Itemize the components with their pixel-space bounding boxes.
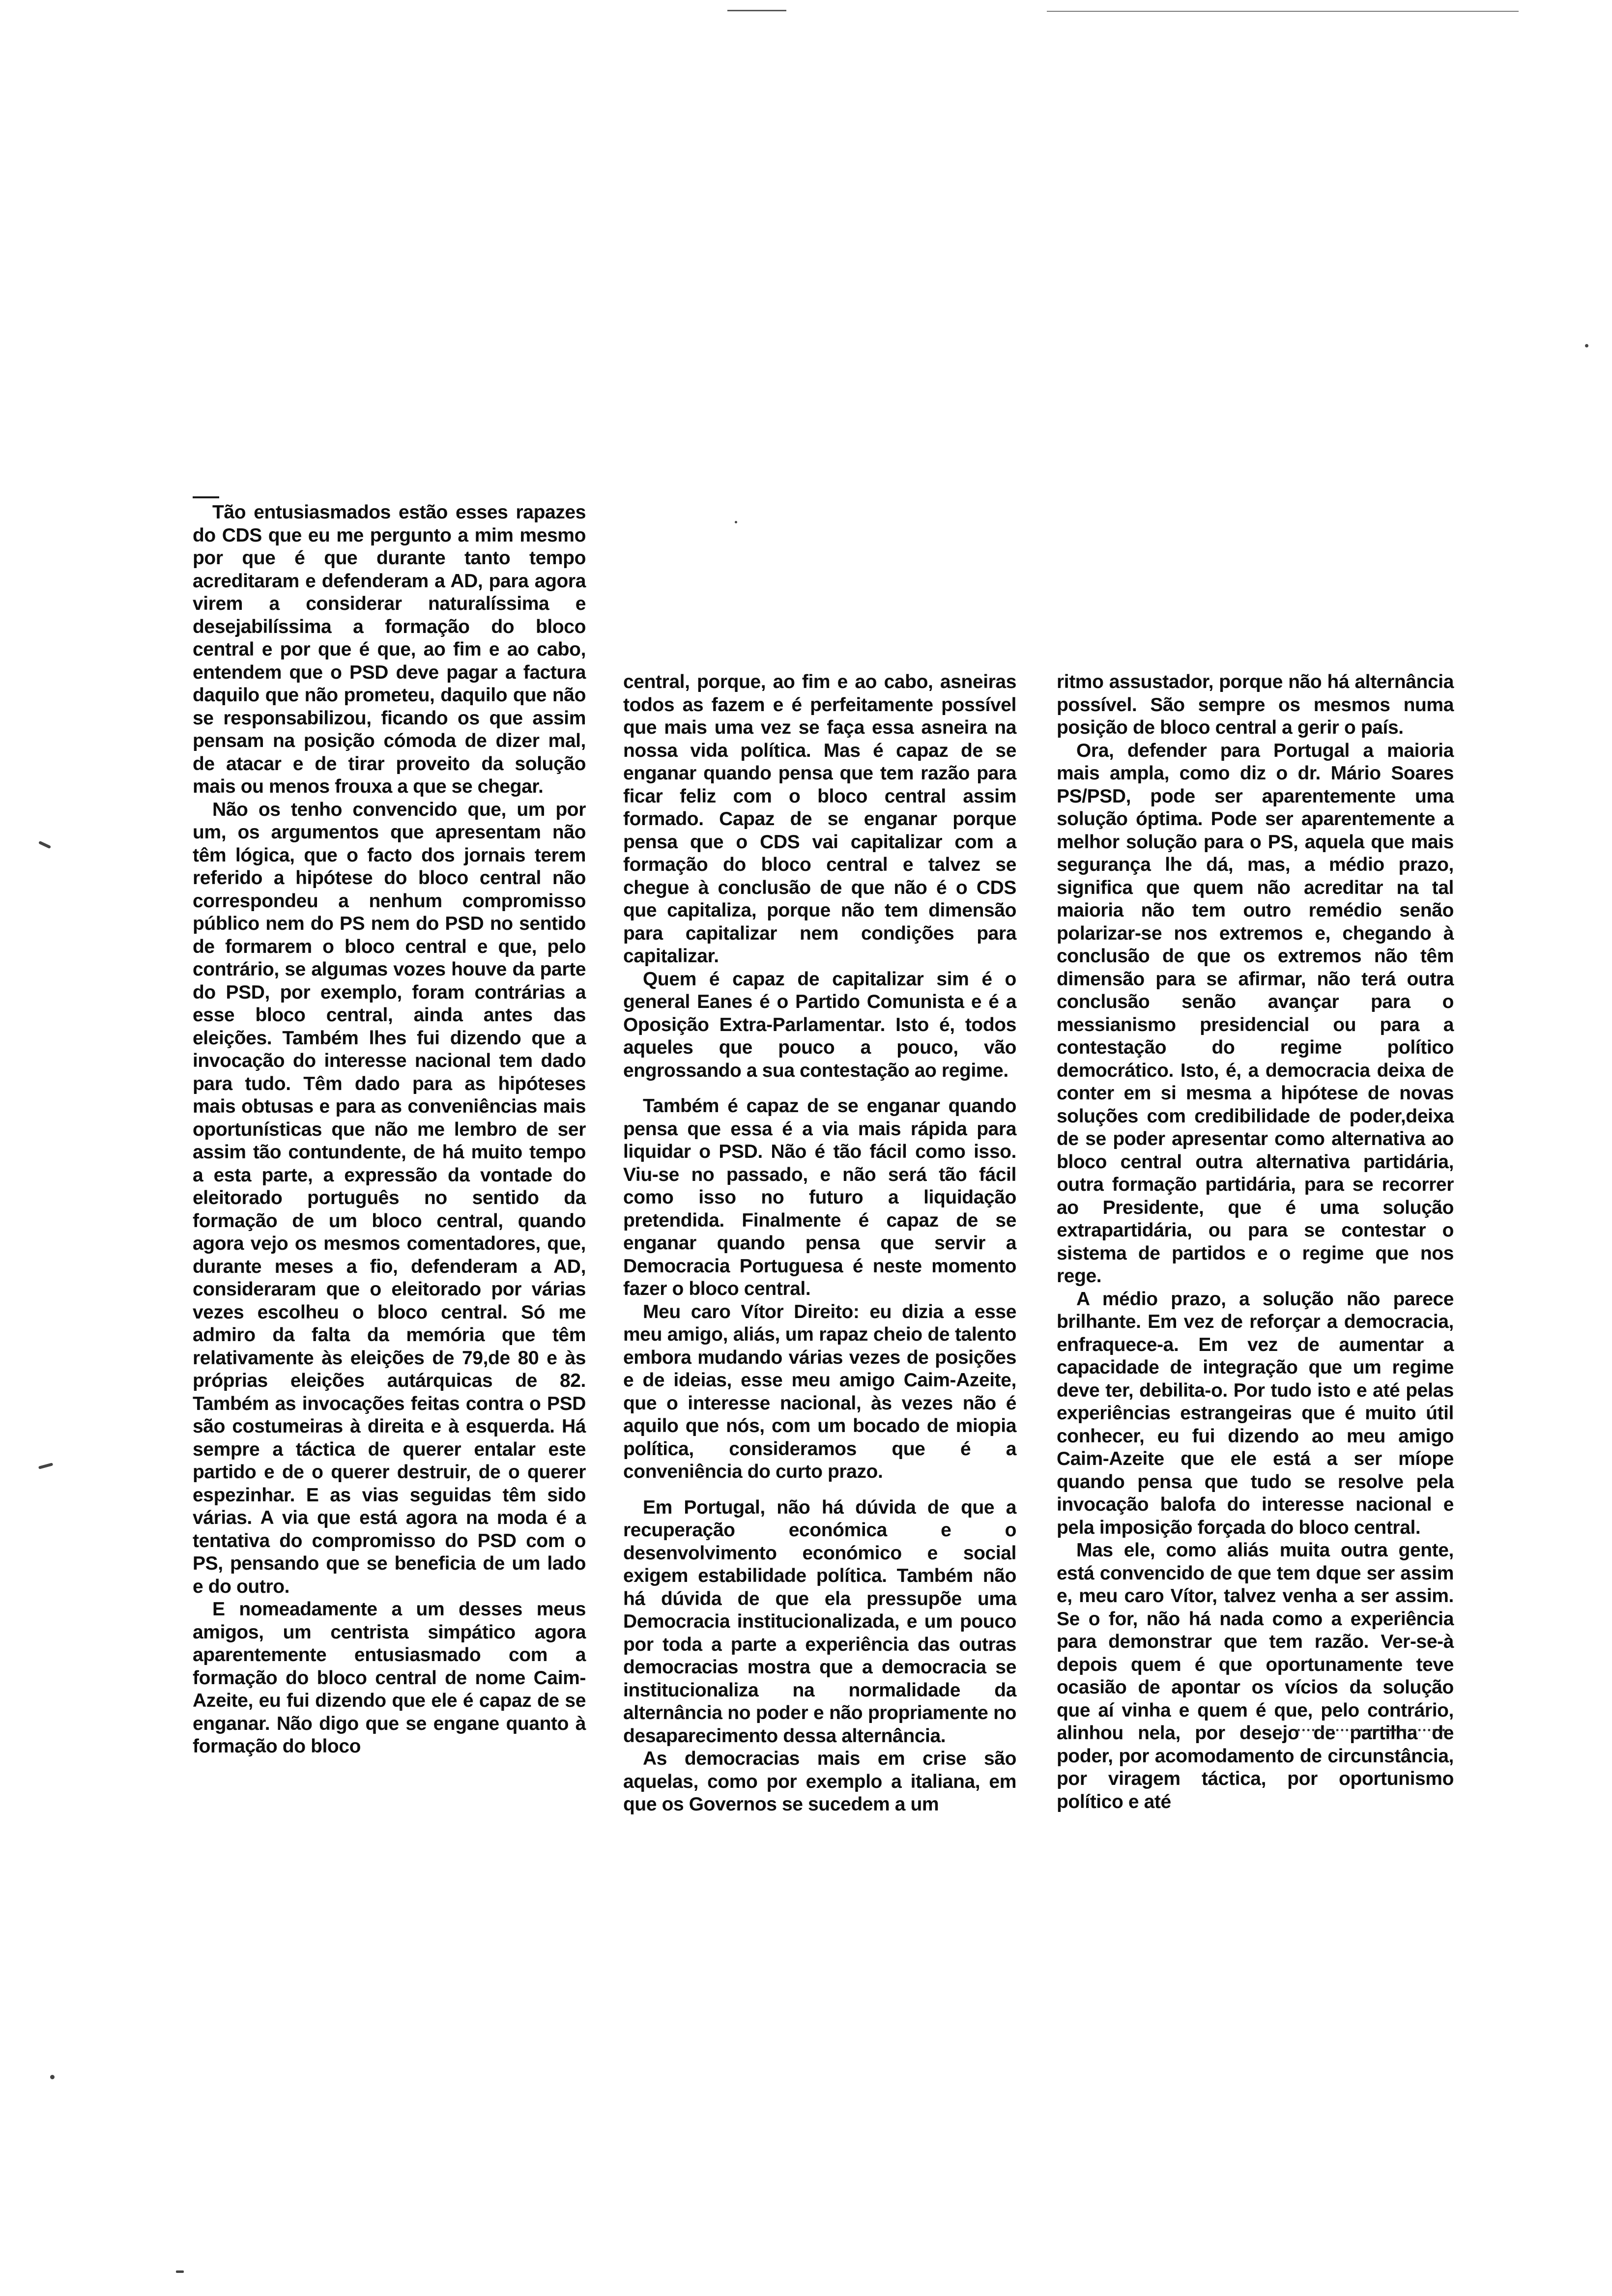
- article-column-2: [623, 671, 1016, 1816]
- column-end-dots: [1297, 1729, 1450, 1731]
- paragraph: Meu caro Vítor Direito: eu dizia a esse meu amigo, aliás, um rapaz cheio de talento embora mudando várias vezes de posições e de ideias, esse meu amigo Caim-Azeite, que o interesse nacional, às vezes não é aquilo que nós, com um bocado de miopia política, consideramos que é a conveniência do curto prazo.: [623, 1301, 1016, 1482]
- paragraph: Ora, defender para Portugal a maioria mais ampla, como diz o dr. Mário Soares PS/PSD, pode ser aparentemente uma solução óptima. Pode ser aparentemente a melhor solução para o PS, aquela que mais segurança lhe dá, mas, a médio prazo, significa que quem não acreditar na tal maioria não tem outro remédio senão polarizar-se nos extremos e, chegando à conclusão de que os extremos não têm dimensão para se afirmar, não terá outra conclusão senão avançar para o messianismo presidencial ou para a contestação do regime político democrático. Isto, é, a democracia deixa de conter em si mesma a hipótese de novas soluções com credibilidade de poder,deixa de se poder apresentar como alternativa ao bloco central outra alternativa partidária, outra formação partidária, para se recorrer ao Presidente, que é uma solução extrapartidária, ou para se contestar o sistema de partidos e o regime que nos rege.: [1057, 740, 1454, 1287]
- paragraph: ritmo assustador, porque não há alternância possível. São sempre os mesmos numa posição de bloco central a gerir o país.: [1057, 671, 1454, 738]
- scan-speck: [50, 2075, 55, 2079]
- paragraph: Quem é capaz de capitalizar sim é o general Eanes é o Partido Comunista e é a Oposição Extra-Parlamentar. Isto é, todos aqueles que pouco a pouco, vão engrossando a sua contestação ao regime.: [623, 968, 1016, 1081]
- scan-speck: [1585, 344, 1588, 347]
- paragraph: A médio prazo, a solução não parece brilhante. Em vez de reforçar a democracia, enfraquece-a. Em vez de aumentar a capacidade de integração que um regime deve ter, debilita-o. Por tudo isto e até pelas experiências estrangeiras que é muito útil conhecer, eu fui dizendo ao meu amigo Caim-Azeite que ele está a ser míope quando pensa que tudo se resolve pela invocação balofa do interesse nacional e pela imposição forçada do bloco central.: [1057, 1288, 1454, 1538]
- paragraph: Em Portugal, não há dúvida de que a recuperação económica e o desenvolvimento económico e social exigem estabilidade política. Também não há dúvida de que ela pressupõe uma Democracia institucionalizada, e um pouco por toda a parte a experiência das outras democracias mostra que a democracia se institucionaliza na normalidade da alternância no poder e não propriamente no desaparecimento dessa alternância.: [623, 1496, 1016, 1747]
- scan-speck: [735, 521, 737, 523]
- top-edge-rule: [1047, 11, 1519, 12]
- paragraph: As democracias mais em crise são aquelas, como por exemplo a italiana, em que os Governos se sucedem a um: [623, 1748, 1016, 1815]
- paragraph: Não os tenho convencido que, um por um, os argumentos que apresentam não têm lógica, que o facto dos jornais terem referido a hipótese do bloco central não correspondeu a nenhum compromisso público nem do PS nem do PSD no sentido de formarem o bloco central e que, pelo contrário, se algumas vozes houve da parte do PSD, por exemplo, foram contrárias a esse bloco central, ainda antes das eleições. Também lhes fui dizendo que a invocação do interesse nacional tem dado para tudo. Têm dado para as hipóteses mais obtusas e para as conveniências mais oportunísticas que não me lembro de ser assim tão contundente, de há muito tempo a esta parte, a expressão da vontade do eleitorado português no sentido da formação de um bloco central, quando agora vejo os mesmos comentadores, que, durante meses a fio, defenderam a AD, consideraram que o eleitorado por várias vezes escolheu o bloco central. Só me admiro da falta da memória que têm relativamente às eleições de 79,de 80 e às próprias eleições autárquicas de 82. Também as invocações feitas contra o PSD são costumeiras à direita e à esquerda. Há sempre a táctica de querer entalar este partido e de o querer destruir, de o querer espezinhar. E as vias seguidas têm sido várias. A via que está agora na moda é a tentativa do compromisso do PSD com o PS, pensando que se beneficia de um lado e do outro.: [193, 799, 586, 1597]
- lead-mark: [193, 496, 219, 498]
- article-column-1: [193, 501, 586, 1758]
- paragraph: central, porque, ao fim e ao cabo, asneiras todos as fazem e é perfeitamente possível que mais uma vez se faça essa asneira na nossa vida política. Mas é capaz de se enganar quando pensa que tem razão para ficar feliz com o bloco central assim formado. Capaz de se enganar porque pensa que o CDS vai capitalizar com a formação do bloco central e talvez se chegue à conclusão de que não é o CDS que capitaliza, porque não tem dimensão para capitalizar nem condições para capitalizar.: [623, 671, 1016, 967]
- paragraph: Mas ele, como aliás muita outra gente, está convencido de que tem dque ser assim e, meu caro Vítor, talvez venha a ser assim. Se o for, não há nada como a experiência para demonstrar que tem razão. Ver-se-à depois quem é que oportunamente teve ocasião de apontar os vícios da solução que aí vinha e quem é que, pelo contrário, alinhou nela, por desejo de partilha de poder, por acomodamento de circunstância, por viragem táctica, por oportunismo político e até: [1057, 1540, 1454, 1812]
- scan-speck: [38, 1463, 54, 1469]
- scan-speck: [176, 2270, 184, 2273]
- paragraph: Também é capaz de se enganar quando pensa que essa é a via mais rápida para liquidar o PSD. Não é tão fácil como isso. Viu-se no passado, e não será tão fácil como isso no futuro a liquidação pretendida. Finalmente é capaz de se enganar quando pensa que servir a Democracia Portuguesa é neste momento fazer o bloco central.: [623, 1095, 1016, 1299]
- scan-speck: [38, 841, 51, 849]
- paragraph: Tão entusiasmados estão esses rapazes do CDS que eu me pergunto a mim mesmo por que é que durante tanto tempo acreditaram e defenderam a AD, para agora virem a considerar naturalíssima e desejabilíssima a formação do bloco central e por que é que, ao fim e ao cabo, entendem que o PSD deve pagar a factura daquilo que não prometeu, daquilo que não se responsabilizou, ficando os que assim pensam na posição cómoda de dizer mal, de atacar e de tirar proveito da solução mais ou menos frouxa a que se chegar.: [193, 502, 586, 797]
- article-column-3: [1057, 671, 1454, 1813]
- paragraph: E nomeadamente a um desses meus amigos, um centrista simpático agora aparentemente entusiasmado com a formação do bloco central de nome Caim-Azeite, eu fui dizendo que ele é capaz de se enganar. Não digo que se engane quanto à formação do bloco: [193, 1599, 586, 1757]
- top-edge-rule: [727, 10, 786, 11]
